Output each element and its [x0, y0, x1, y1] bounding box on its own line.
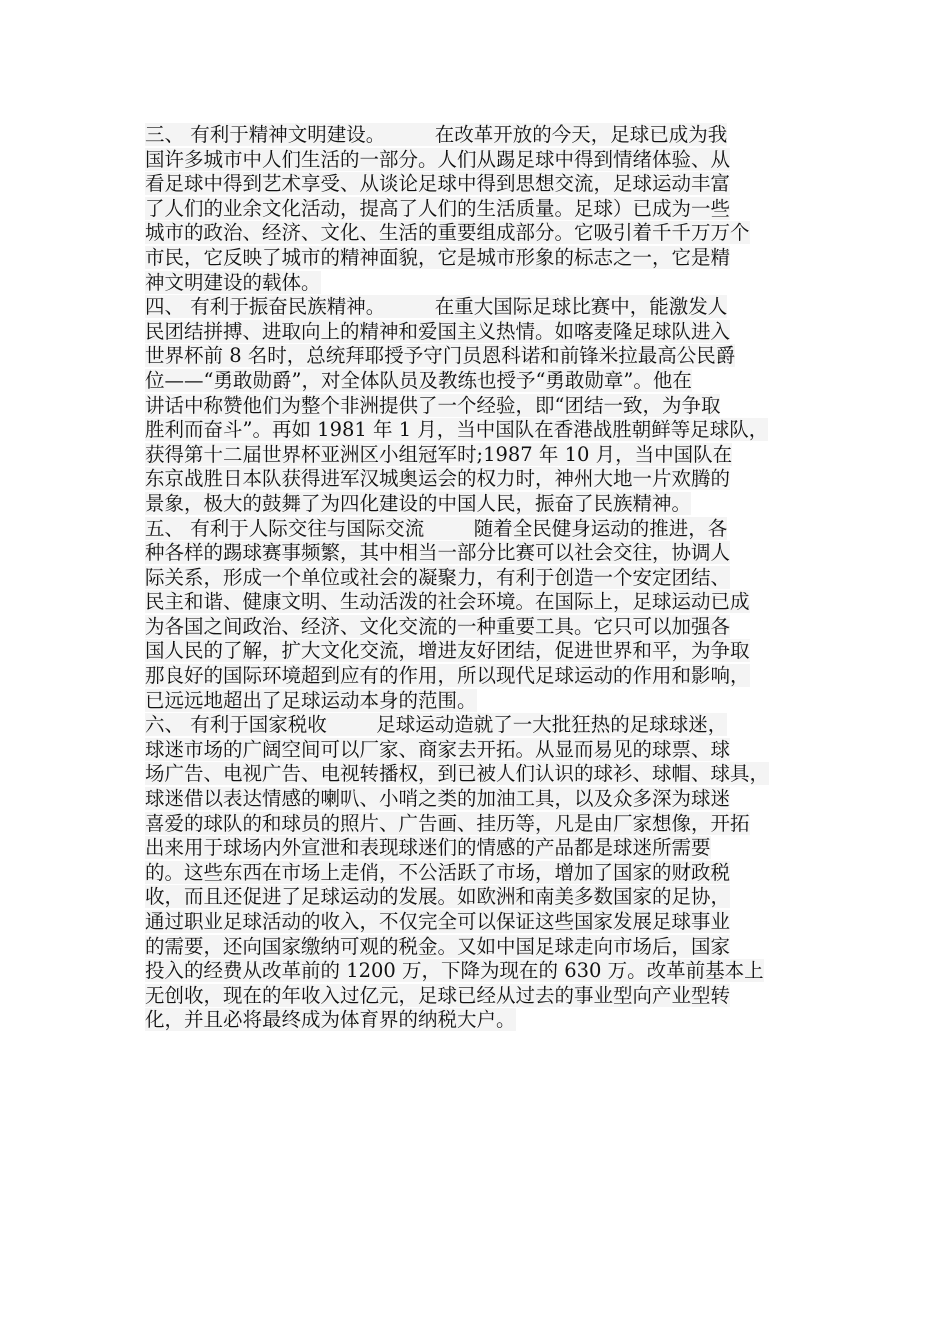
text-line	[145, 467, 835, 492]
text-line-content: 球迷市场的广阔空间可以厂家、商家去开拓。从显而易见的球票、球	[145, 737, 731, 761]
text-line-content: 神文明建设的载体。	[145, 270, 321, 294]
text-line	[145, 148, 835, 173]
text-line	[145, 1008, 835, 1033]
text-line	[145, 689, 835, 714]
text-line-content: 喜爱的球队的和球员的照片、广告画、挂历等，凡是由厂家想像，开拓	[145, 811, 750, 835]
text-line-content: 化，并且必将最终成为体育界的纳税大户。	[145, 1008, 516, 1032]
text-line	[145, 615, 835, 640]
text-line-content: 看足球中得到艺术享受、从谈论足球中得到思想交流，足球运动丰富	[145, 172, 731, 196]
text-line-content: 东京战胜日本队获得进军汉城奥运会的权力时，神州大地一片欢腾的	[145, 467, 731, 491]
text-line	[145, 713, 835, 738]
text-line-content: 种各样的踢球赛事频繁，其中相当一部分比赛可以社会交往，协调人	[145, 541, 731, 565]
text-line	[145, 566, 835, 591]
text-line-content: 那良好的国际环境超到应有的作用，所以现代足球运动的作用和影响，	[145, 664, 750, 688]
text-line-content: 世界杯前 8 名时，总统拜耶授予守门员恩科诺和前锋米拉最高公民爵	[145, 344, 736, 368]
text-line	[145, 271, 835, 296]
text-line-content: 收，而且还促进了足球运动的发展。如欧洲和南美多数国家的足协，	[145, 885, 731, 909]
text-line	[145, 295, 835, 320]
text-line	[145, 443, 835, 468]
text-line-content: 四、 有利于振奋民族精神。 在重大国际足球比赛中，能激发人	[145, 295, 728, 319]
text-line-content: 出来用于球场内外宣泄和表现球迷们的情感的产品都是球迷所需要	[145, 836, 711, 860]
text-line	[145, 787, 835, 812]
text-line-content: 国许多城市中人们生活的一部分。人们从踢足球中得到情绪体验、从	[145, 147, 731, 171]
text-line	[145, 590, 835, 615]
text-line	[145, 762, 835, 787]
text-line-content: 讲话中称赞他们为整个非洲提供了一个经验，即“团结一致，为争取	[145, 393, 721, 417]
text-line-content: 获得第十二届世界杯亚洲区小组冠军时;1987 年 10 月，当中国队在	[145, 442, 733, 466]
text-line	[145, 123, 835, 148]
text-line	[145, 885, 835, 910]
text-line	[145, 344, 835, 369]
text-line	[145, 836, 835, 861]
text-line	[145, 492, 835, 517]
text-line-content: 了人们的业余文化活动，提高了人们的生活质量。足球）已成为一些	[145, 196, 731, 220]
text-line	[145, 738, 835, 763]
text-line	[145, 394, 835, 419]
text-line-content: 民团结拼搏、进取向上的精神和爱国主义热情。如喀麦隆足球队进入	[145, 319, 731, 343]
text-line	[145, 246, 835, 271]
text-line-content: 城市的政治、经济、文化、生活的重要组成部分。它吸引着千千万万个	[145, 221, 750, 245]
text-line-content: 三、 有利于精神文明建设。 在改革开放的今天，足球已成为我	[145, 123, 728, 146]
text-line-content: 五、 有利于人际交往与国际交流 随着全民健身运动的推进，各	[145, 516, 728, 540]
text-line-content: 球迷借以表达情感的喇叭、小哨之类的加油工具，以及众多深为球迷	[145, 787, 731, 811]
text-line-content: 已远远地超出了足球运动本身的范围。	[145, 688, 477, 712]
text-line-content: 的。这些东西在市场上走俏，不公活跃了市场，增加了国家的财政税	[145, 860, 731, 884]
text-line-content: 为各国之间政治、经济、文化交流的一种重要工具。它只可以加强各	[145, 614, 731, 638]
text-line-content: 投入的经费从改革前的 1200 万，下降为现在的 630 万。改革前基本上	[145, 959, 764, 983]
text-line	[145, 639, 835, 664]
text-line	[145, 517, 835, 542]
text-line	[145, 320, 835, 345]
text-line	[145, 910, 835, 935]
text-line-content: 景象，极大的鼓舞了为四化建设的中国人民，振奋了民族精神。	[145, 491, 692, 515]
text-line	[145, 541, 835, 566]
text-line-content: 际关系，形成一个单位或社会的凝聚力，有利于创造一个安定团结、	[145, 565, 731, 589]
text-line	[145, 984, 835, 1009]
text-line	[145, 861, 835, 886]
text-line	[145, 197, 835, 222]
text-line	[145, 221, 835, 246]
text-line	[145, 418, 835, 443]
text-line-content: 市民，它反映了城市的精神面貌，它是城市形象的标志之一，它是精	[145, 245, 731, 269]
text-line-content: 国人民的了解，扩大文化交流，增进友好团结，促进世界和平，为争取	[145, 639, 750, 663]
text-line	[145, 935, 835, 960]
text-line-content: 六、 有利于国家税收 足球运动造就了一大批狂热的足球球迷，	[145, 713, 728, 737]
text-line	[145, 369, 835, 394]
text-line	[145, 812, 835, 837]
text-line-content: 无创收，现在的年收入过亿元，足球已经从过去的事业型向产业型转	[145, 983, 731, 1007]
text-line-content: 场广告、电视广告、电视转播权，到已被人们认识的球衫、球帽、球具，	[145, 762, 770, 786]
text-line	[145, 959, 835, 984]
text-line	[145, 664, 835, 689]
text-line-content: 民主和谐、健康文明、生动活泼的社会环境。在国际上，足球运动已成	[145, 590, 750, 614]
text-line-content: 的需要，还向国家缴纳可观的税金。又如中国足球走向市场后，国家	[145, 934, 731, 958]
text-line-content: 胜利而奋斗”。再如 1981 年 1 月，当中国队在香港战胜朝鲜等足球队，	[145, 418, 769, 442]
text-line-content: 通过职业足球活动的收入，不仅完全可以保证这些国家发展足球事业	[145, 910, 731, 933]
document-body	[145, 123, 835, 1033]
text-line	[145, 172, 835, 197]
text-line-content: 位——“勇敢勋爵”，对全体队员及教练也授予“勇敢勋章”。他在	[145, 368, 692, 392]
